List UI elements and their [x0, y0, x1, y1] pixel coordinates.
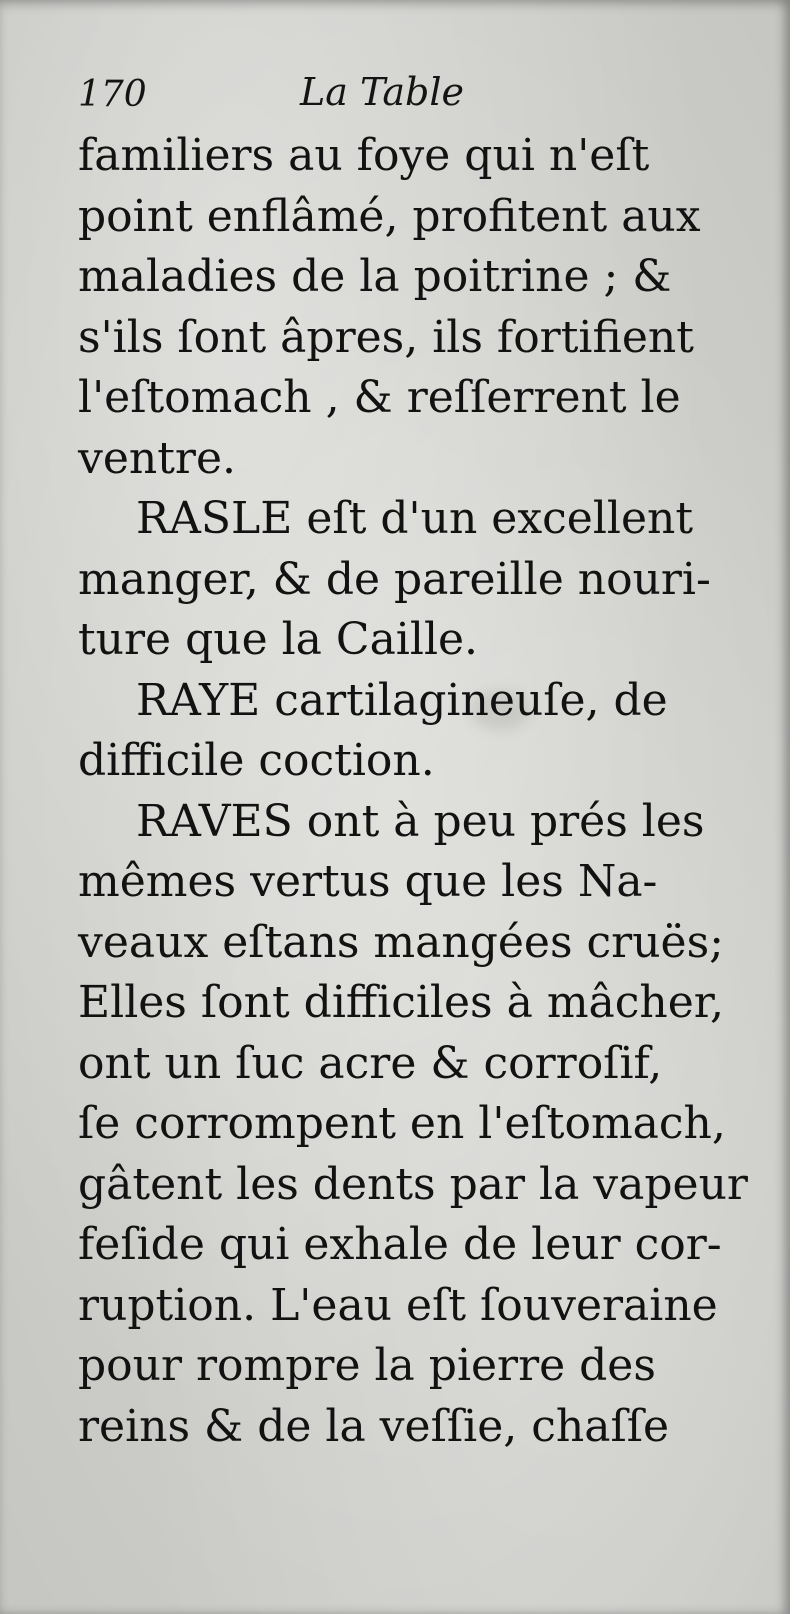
text-line: ventre.: [78, 432, 236, 484]
text-line: s'ils ſont âpres, ils fortifient: [78, 311, 694, 363]
text-line: familiers au foye qui n'eſt: [78, 130, 650, 181]
text-line: reins & de la veſſie, chaſſe: [78, 1400, 670, 1452]
text-line: Elles ſont difficiles à mâcher,: [78, 977, 724, 1028]
text-line: ruption. L'eau eſt ſouveraine: [78, 1279, 718, 1331]
text-line: pour rompre la pierre des: [78, 1340, 656, 1391]
running-head: La Table: [300, 70, 464, 114]
entry-rasle-line: RASLE eſt d'un excellent: [136, 493, 694, 544]
text-line: veaux eſtans mangées cruës;: [78, 916, 724, 968]
entry-raves-line: RAVES ont à peu prés les: [136, 795, 705, 847]
page-edge: [790, 0, 800, 1614]
text-line: feſide qui exhale de leur cor-: [78, 1219, 722, 1270]
page-number: 170: [78, 74, 147, 115]
text-line: ſe corrompent en l'eſtomach,: [78, 1098, 726, 1149]
text-line: difficile coction.: [78, 735, 435, 786]
text-line: ture que la Caille.: [78, 614, 479, 665]
text-line: manger, & de pareille nouri-: [78, 553, 711, 605]
text-line: point enflâmé, profitent aux: [78, 190, 701, 242]
text-line: gâtent les dents par la vapeur: [78, 1158, 748, 1210]
entry-raye-line: RAYE cartilagineuſe, de: [136, 674, 668, 726]
page-header: [78, 68, 718, 118]
text-line: maladies de la poitrine ; &: [78, 251, 672, 302]
text-line: l'eſtomach , & reſſerrent le: [78, 372, 681, 423]
text-line: ont un ſuc acre & corroſif,: [78, 1037, 663, 1089]
text-line: mêmes vertus que les Na-: [78, 856, 658, 907]
body-text: [78, 126, 748, 1457]
